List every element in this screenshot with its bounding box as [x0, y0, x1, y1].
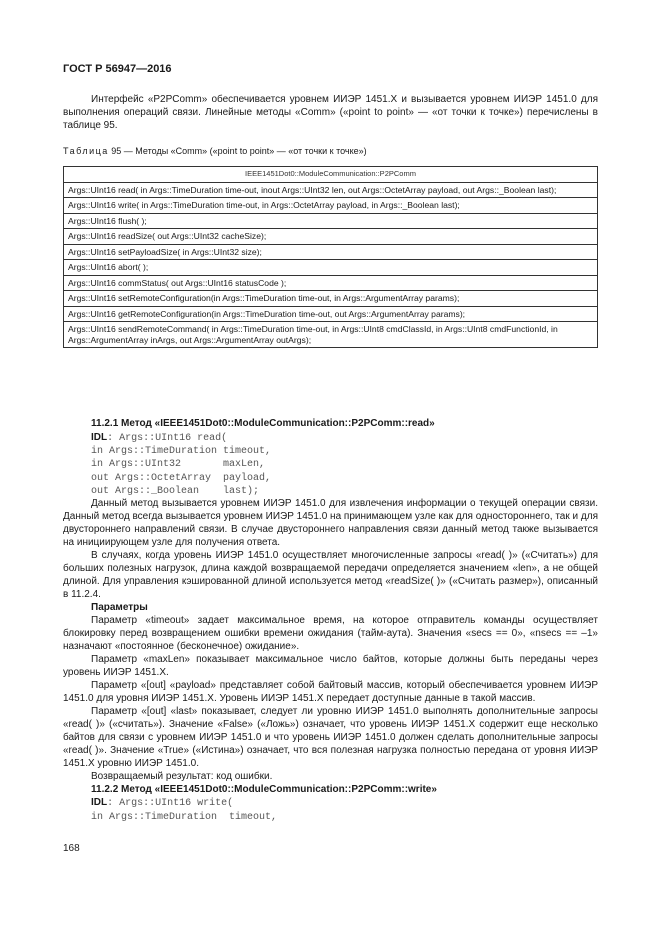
section-body-read [63, 497, 598, 824]
table-row [64, 213, 598, 229]
paragraph: Данный метод вызывается уровнем ИИЭР 1451.0 для извлечения информации о текущей операции связи. Данный метод всегда вызывается уровнем ИИЭР 1451.0 на принимающем узле как для одностороннего, так и для двустороннего направлений связи. В случае двустороннего направления связи данный метод также вызывается на инициирующем узле для получения ответа. [63, 498, 598, 548]
intro-paragraph: Интерфейс «P2PComm» обеспечивается уровнем ИИЭР 1451.X и вызывается уровнем ИИЭР 1451.0 для выполнения операций связи. Линейные методы «Comm» («point to point» — «от точки к точке») перечислены в таблице 95. [63, 94, 598, 131]
table-cell: Args::UInt16 setPayloadSize( in Args::UInt32 size); [64, 244, 598, 260]
document-header: ГОСТ Р 56947—2016 [63, 63, 172, 75]
table-cell: Args::UInt16 abort( ); [64, 260, 598, 276]
table-header-cell: IEEE1451Dot0::ModuleCommunication::P2PComm [64, 167, 598, 183]
idl-read-line-4: out Args::_Boolean last); [91, 486, 260, 497]
table-cell: Args::UInt16 sendRemoteCommand( in Args::TimeDuration time-out, in Args::UInt8 cmdClassId, in Args::UInt8 cmdFunctionId, in Args::ArgumentArray inArgs, out Args::ArgumentArray outArgs); [64, 322, 598, 348]
idl-read-line-2: in Args::UInt32 maxLen, [91, 459, 266, 470]
table-row [64, 322, 598, 348]
table-cell: Args::UInt16 getRemoteConfiguration(in Args::TimeDuration time-out, out Args::ArgumentArray params); [64, 306, 598, 322]
parameters-heading: Параметры [91, 602, 148, 613]
table-header-row [64, 167, 598, 183]
table-cell: Args::UInt16 read( in Args::TimeDuration time-out, inout Args::UInt32 len, out Args::OctetArray payload, out Args::_Boolean last); [64, 182, 598, 198]
table-row [64, 260, 598, 276]
table-row [64, 244, 598, 260]
paragraph: Параметр «[out] «payload» представляет собой байтовый массив, который обеспечивается уровнем ИИЭР 1451.0 для уровня ИИЭР 1451.X. Уровень ИИЭР 1451.X передает доступные данные в такой массив. [63, 680, 598, 704]
section-heading-write: 11.2.2 Метод «IEEE1451Dot0::ModuleCommunication::P2PComm::write» [91, 784, 437, 795]
table-caption-prefix: Таблица [63, 146, 109, 156]
return-result: Возвращаемый результат: код ошибки. [91, 771, 273, 782]
table-cell: Args::UInt16 flush( ); [64, 213, 598, 229]
paragraph: Параметр «timeout» задает максимальное время, на которое отправитель команды осуществляет блокировку перед возвращением ошибки времени ожидания (тайм-аута). Значения «secs == 0», «nsecs == –1» назначают «постоянное (бесконечное) ожидание». [63, 615, 598, 652]
idl-read-line-1: in Args::TimeDuration timeout, [91, 445, 272, 457]
methods-table [63, 166, 598, 348]
page-number: 168 [63, 843, 80, 854]
table-row [64, 229, 598, 245]
idl-read-line-3: out Args::OctetArray payload, [91, 472, 272, 484]
table-row [64, 306, 598, 322]
idl-label: IDL [91, 432, 108, 443]
idl-write-line-1: in Args::TimeDuration timeout, [91, 811, 278, 823]
table-caption [63, 146, 367, 156]
table-row [64, 198, 598, 214]
table-row [64, 182, 598, 198]
idl-write-line-0 [63, 796, 598, 811]
idl-read-line-0 [91, 431, 227, 446]
idl-label: IDL [91, 797, 108, 808]
paragraph: Параметр «maxLen» показывает максимальное число байтов, которые должны быть переданы через уровень ИИЭР 1451.X. [63, 654, 598, 678]
table-cell: Args::UInt16 setRemoteConfiguration(in Args::TimeDuration time-out, in Args::ArgumentArray params); [64, 291, 598, 307]
paragraph: В случаях, когда уровень ИИЭР 1451.0 осуществляет многочисленные запросы «read( )» («Считать») для больших полезных нагрузок, длина каждой возвращаемой передачи определяется значением «len», а не общей длиной. Для управления кэшированной длиной используется метод «readSize( )» («Считать размер»), описанный в 11.2.4. [63, 550, 598, 600]
table-cell: Args::UInt16 readSize( out Args::UInt32 cacheSize); [64, 229, 598, 245]
table-cell: Args::UInt16 commStatus( out Args::UInt16 statusCode ); [64, 275, 598, 291]
table-cell: Args::UInt16 write( in Args::TimeDuration time-out, in Args::OctetArray payload, in Args::_Boolean last); [64, 198, 598, 214]
table-row [64, 275, 598, 291]
idl-code: : Args::UInt16 write( [107, 798, 234, 809]
table-caption-text: 95 — Методы «Comm» («point to point» — «от точки к точке») [108, 146, 367, 156]
table-row [64, 291, 598, 307]
idl-code: : Args::UInt16 read( [107, 433, 228, 444]
paragraph: Параметр «[out] «last» показывает, следует ли уровню ИИЭР 1451.0 выполнять дополнительные запросы «read( )» («считать»). Значение «False» («Ложь») означает, что уровень ИИЭР 1451.X содержит еще несколько байтов для связи с уровнем ИИЭР 1451.0 и что уровень ИИЭР 1451.0 должен сделать дополнительные запросы «read( )». Значение «True» («Истина») означает, что вся полезная нагрузка полностью передана от уровня ИИЭР 1451.X уровню ИИЭР 1451.0. [63, 706, 598, 769]
section-heading-read: 11.2.1 Метод «IEEE1451Dot0::ModuleCommunication::P2PComm::read» [91, 418, 435, 429]
